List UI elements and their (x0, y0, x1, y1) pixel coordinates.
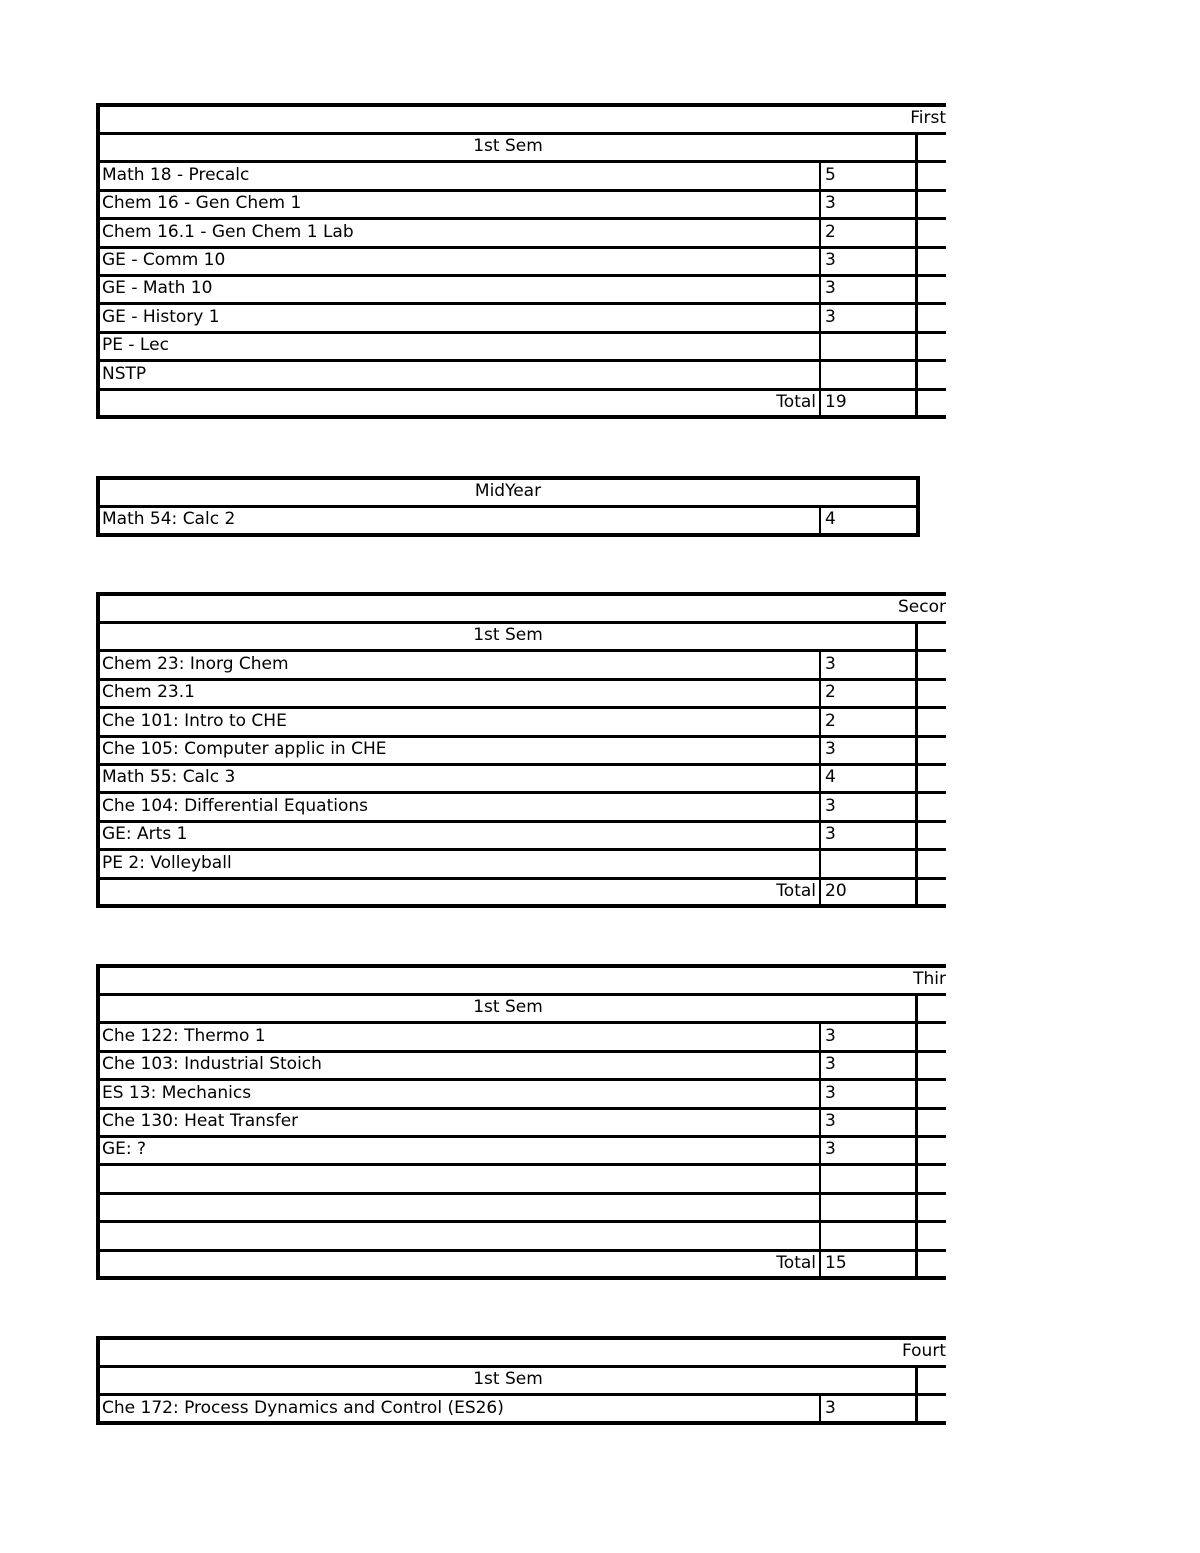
total-label: Total (776, 392, 816, 412)
course-units: 3 (825, 1111, 836, 1131)
row-border (98, 1365, 946, 1368)
course-units: 3 (825, 193, 836, 214)
course-name: Che 103: Industrial Stoich (102, 1054, 322, 1075)
course-units: 3 (825, 824, 836, 845)
course-name: Che 172: Process Dynamics and Control (ES26) (102, 1397, 504, 1418)
course-row (98, 506, 920, 534)
course-name: GE: Arts 1 (102, 824, 188, 845)
semester-header-row (98, 133, 946, 161)
course-units: 3 (825, 739, 836, 759)
semester-label: 1st Sem (473, 1369, 543, 1390)
year-header-row (98, 105, 946, 133)
semester-label: 1st Sem (473, 136, 543, 157)
course-name: Che 105: Computer applic in CHE (102, 739, 387, 759)
semester-label: MidYear (474, 481, 542, 501)
semester-label: 1st Sem (473, 997, 543, 1018)
column-border (96, 476, 100, 537)
column-border (915, 994, 918, 1278)
course-units: 3 (825, 1397, 836, 1418)
course-name: Math 54: Calc 2 (102, 509, 236, 530)
course-units: 3 (825, 1139, 836, 1160)
row-border (98, 964, 946, 968)
course-name: GE - Comm 10 (102, 250, 226, 270)
course-name: Che 130: Heat Transfer (102, 1111, 299, 1131)
total-units: 15 (825, 1253, 847, 1273)
course-units: 5 (825, 164, 836, 185)
course-name: Math 18 - Precalc (102, 164, 250, 185)
course-units: 4 (825, 509, 836, 530)
column-border (916, 476, 920, 537)
row-border (98, 1336, 946, 1340)
year-header-row (98, 594, 946, 622)
course-name: NSTP (102, 363, 147, 384)
course-name: PE - Lec (102, 335, 169, 356)
course-units: 2 (825, 710, 836, 731)
column-border (915, 622, 918, 906)
year-header-row (98, 1338, 946, 1366)
course-name: GE - History 1 (102, 306, 220, 327)
column-border (819, 1395, 821, 1423)
year-header-row (98, 966, 946, 994)
semester-header-row (98, 1366, 946, 1394)
total-label: Total (776, 1253, 816, 1273)
total-label: Total (776, 881, 816, 901)
row-border (98, 592, 946, 596)
course-units: 4 (825, 767, 836, 788)
row-border (98, 533, 920, 537)
course-name: Math 55: Calc 3 (102, 767, 236, 788)
course-units: 2 (825, 682, 836, 703)
row-border (98, 476, 920, 480)
total-units: 20 (825, 881, 847, 901)
course-name: GE: ? (102, 1139, 147, 1160)
row-border (98, 993, 946, 996)
course-units: 3 (825, 795, 836, 816)
row-border (98, 621, 946, 624)
course-name: Chem 23.1 (102, 682, 195, 703)
course-units: 3 (825, 1082, 836, 1103)
year-label: Secor (898, 597, 946, 617)
course-name: Chem 23: Inorg Chem (102, 653, 289, 674)
semester-header-row (98, 622, 946, 650)
column-border (819, 651, 821, 907)
course-units: 3 (825, 250, 836, 270)
row-border (98, 132, 946, 135)
row-border (98, 505, 920, 508)
column-border (96, 964, 100, 1280)
year-label: Thir (913, 969, 946, 989)
total-units: 19 (825, 392, 847, 412)
course-name: Chem 16.1 - Gen Chem 1 Lab (102, 221, 354, 242)
course-units: 3 (825, 306, 836, 327)
row-border (98, 103, 946, 107)
year-label: Fourt (901, 1341, 946, 1361)
course-name: ES 13: Mechanics (102, 1082, 252, 1103)
column-border (96, 103, 100, 419)
course-name: Che 122: Thermo 1 (102, 1025, 266, 1046)
column-border (915, 133, 918, 417)
column-border (819, 1023, 821, 1279)
course-name: Che 104: Differential Equations (102, 795, 368, 816)
course-units: 3 (825, 653, 836, 674)
column-border (819, 506, 821, 534)
course-units: 3 (825, 1025, 836, 1046)
course-units: 2 (825, 221, 836, 242)
column-border (96, 1336, 100, 1425)
year-label: First (910, 108, 946, 128)
course-name: Che 101: Intro to CHE (102, 710, 287, 731)
course-units: 3 (825, 1054, 836, 1075)
column-border (96, 592, 100, 908)
course-name: GE - Math 10 (102, 278, 213, 299)
column-border (915, 1366, 918, 1423)
semester-label: 1st Sem (473, 625, 543, 646)
course-name: Chem 16 - Gen Chem 1 (102, 193, 302, 214)
column-border (819, 162, 821, 418)
semester-header-row (98, 478, 920, 506)
course-name: PE 2: Volleyball (102, 852, 232, 873)
course-units: 3 (825, 278, 836, 299)
semester-header-row (98, 994, 946, 1022)
